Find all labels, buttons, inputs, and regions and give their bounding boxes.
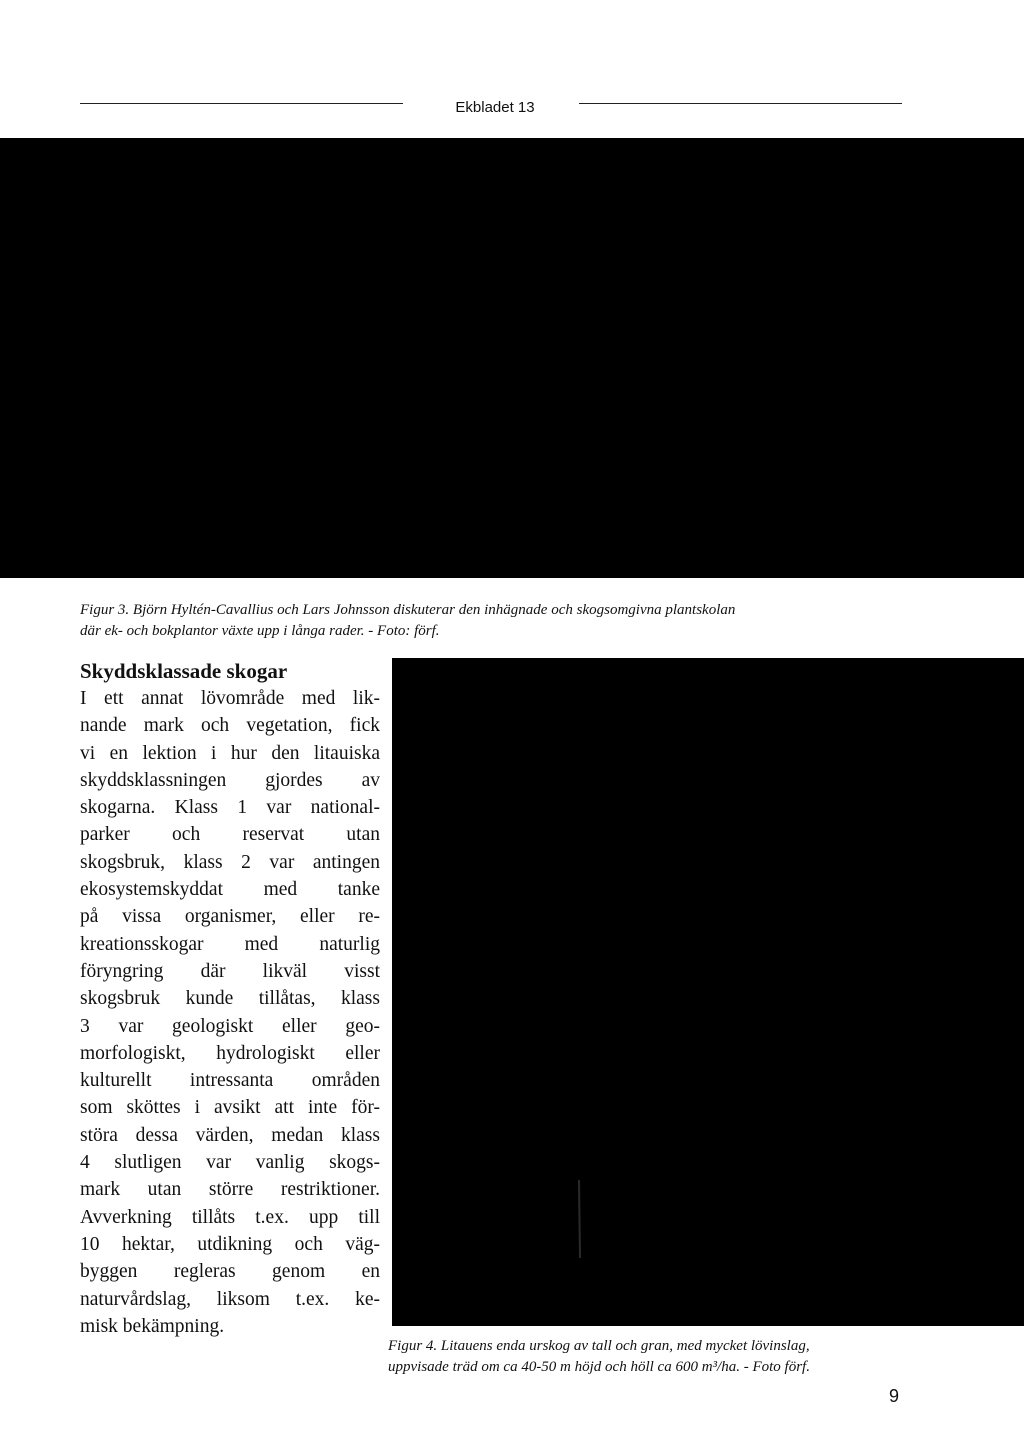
body-line: 3 var geologiskt eller geo- xyxy=(80,1015,380,1037)
body-line: parker och reservat utan xyxy=(80,824,380,846)
body-line: kulturellt intressanta områden xyxy=(80,1070,380,1092)
body-line: 4 slutligen var vanlig skogs- xyxy=(80,1152,380,1174)
body-line: föryngring där likväl visst xyxy=(80,960,380,982)
page-number: 9 xyxy=(888,1386,899,1406)
figure-3-caption xyxy=(80,600,880,642)
body-line: vi en lektion i hur den litauiska xyxy=(80,742,380,764)
journal-title: Ekbladet 13 xyxy=(455,98,535,116)
body-line: byggen regleras genom en xyxy=(80,1261,380,1283)
body-line: naturvårdslag, liksom t.ex. ke- xyxy=(80,1288,380,1310)
header-rule-left xyxy=(80,103,403,104)
body-line: mark utan större restriktioner. xyxy=(80,1179,380,1201)
caption-line: uppvisade träd om ca 40-50 m höjd och höll ca 600 m³/ha. - Foto förf. xyxy=(388,1359,810,1375)
caption-line: Figur 4. Litauens enda urskog av tall och gran, med mycket lövinslag, xyxy=(388,1338,810,1354)
tree-silhouette-mark xyxy=(392,658,1024,1326)
figure-4-photo xyxy=(392,658,1024,1326)
article-column xyxy=(80,658,380,1340)
caption-line: Figur 3. Björn Hyltén-Cavallius och Lars Johnsson diskuterar den inhägnade och skogsomgivna plantskolan xyxy=(80,602,736,618)
body-line: I ett annat lövområde med lik- xyxy=(80,688,380,709)
body-line: skogsbruk kunde tillåtas, klass xyxy=(80,988,380,1010)
body-line: kreationsskogar med naturlig xyxy=(80,933,380,955)
caption-line: där ek- och bokplantor växte upp i långa rader. - Foto: förf. xyxy=(80,623,440,639)
body-line: skogsbruk, klass 2 var antingen xyxy=(80,851,380,873)
figure-4-caption xyxy=(388,1336,928,1378)
body-line: nande mark och vegetation, fick xyxy=(80,715,380,737)
body-line: skogarna. Klass 1 var national- xyxy=(80,797,380,819)
body-line: skyddsklassningen gjordes av xyxy=(80,769,380,791)
body-line: Avverkning tillåts t.ex. upp till xyxy=(80,1206,380,1228)
article-body xyxy=(80,685,380,1340)
body-line: på vissa organismer, eller re- xyxy=(80,906,380,928)
body-line: störa dessa värden, medan klass xyxy=(80,1124,380,1146)
figure-3-photo xyxy=(0,138,1024,578)
body-line: som sköttes i avsikt att inte för- xyxy=(80,1097,380,1119)
body-line: morfologiskt, hydrologiskt eller xyxy=(80,1042,380,1064)
section-heading: Skyddsklassade skogar xyxy=(80,659,288,683)
body-line: ekosystemskyddat med tanke xyxy=(80,879,380,901)
body-line: misk bekämpning. xyxy=(80,1315,225,1337)
page-header xyxy=(80,92,902,122)
header-rule-right xyxy=(579,103,902,104)
body-line: 10 hektar, utdikning och väg- xyxy=(80,1233,380,1255)
